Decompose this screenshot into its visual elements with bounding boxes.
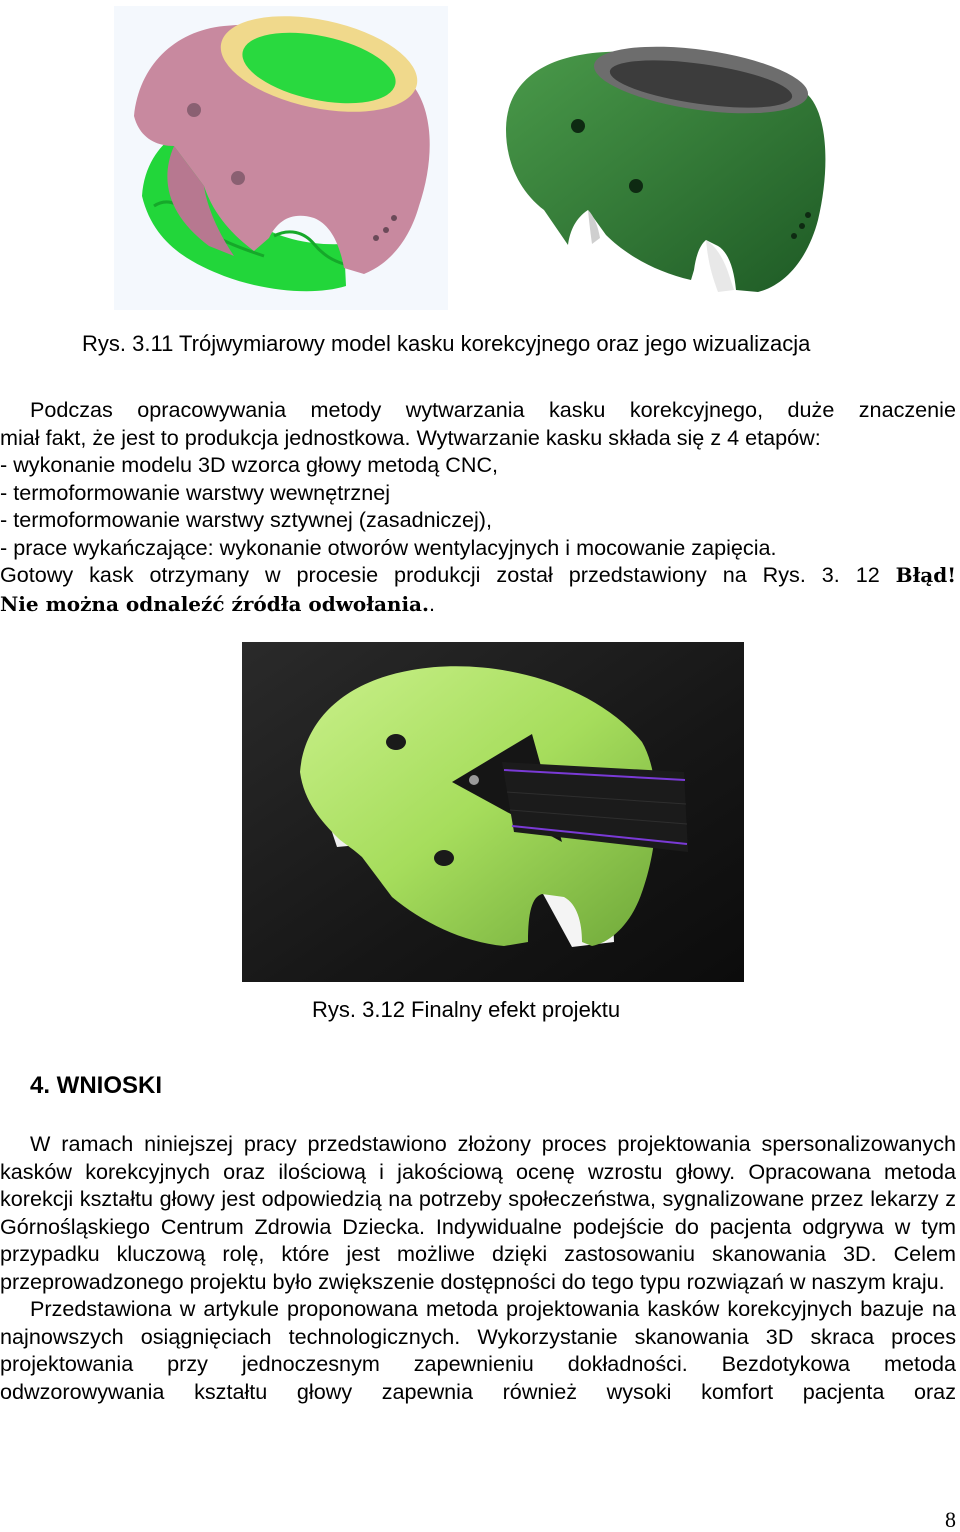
rendered-helmet-image <box>496 40 836 302</box>
closing-sentence <box>0 561 956 590</box>
figure-3-12-caption: Rys. 3.12 Finalny efekt projektu <box>312 997 621 1022</box>
process-step: - wykonanie modelu 3D wzorca głowy metodą CNC, <box>0 452 499 477</box>
section-heading: 4. WNIOSKI <box>30 1072 163 1099</box>
conclusions-paragraph-2: Przedstawiona w artykule proponowana metoda projektowania kasków korekcyjnych bazuje na najnowszych osiągnięciach technologicznych. Wykorzystanie skanowania 3D skraca proces projektowania przy jednoczesnym zapewnieniu dokładności. Bezdotykowa metoda odwzorowywania kształtu głowy zapewnia również wysoki komfort pacjenta oraz <box>0 1296 956 1404</box>
process-step: - prace wykańczające: wykonanie otworów wentylacyjnych i mocowanie zapięcia. <box>0 534 777 560</box>
closing-sentence-end <box>0 590 956 619</box>
figure-3-11-caption: Rys. 3.11 Trójwymiarowy model kasku korekcyjnego oraz jego wizualizacja <box>82 331 811 356</box>
reference-error: Błąd! <box>895 563 956 587</box>
conclusions-text <box>0 1130 956 1405</box>
reference-error: Nie można odnaleźć źródła odwołania. <box>0 591 429 616</box>
final-helmet-photo <box>242 642 744 982</box>
process-step: - termoformowanie warstwy wewnętrznej <box>0 479 391 505</box>
paragraph-line: miał fakt, że jest to produkcja jednostkowa. Wytwarzanie kasku składa się z 4 etapów: <box>0 424 821 450</box>
closing-text: Gotowy kask otrzymany w procesie produkcji został przedstawiony na Rys. 3. 12 <box>0 562 880 587</box>
process-step: - termoformowanie warstwy sztywnej (zasadniczej), <box>0 507 492 532</box>
error-suffix: . <box>428 590 435 616</box>
paragraph-line: Podczas opracowywania metody wytwarzania kasku korekcyjnego, duże znaczenie <box>30 397 956 422</box>
paragraph-production <box>0 396 956 618</box>
cad-helmet-model-image <box>114 6 448 310</box>
page-number: 8 <box>945 1507 956 1532</box>
conclusions-paragraph-1: W ramach niniejszej pracy przedstawiono złożony proces projektowania spersonalizowanych kasków korekcyjnych oraz ilościową i jakościową ocenę wzrostu głowy. Opracowana metoda korekcji kształtu głowy jest odpowiedzią na potrzeby społeczeństwa, sygnalizowane przez lekarzy z Górnośląskiego Centrum Zdrowia Dziecka. Indywidualne podejście do pacjenta odgrywa w tym przypadku kluczową rolę, które jest możliwe dzięki zastosowaniu skanowania 3D. Celem przeprowadzonego projektu było zwiększenie dostępności do tego typu rozwiązań w naszym kraju. <box>0 1131 956 1294</box>
